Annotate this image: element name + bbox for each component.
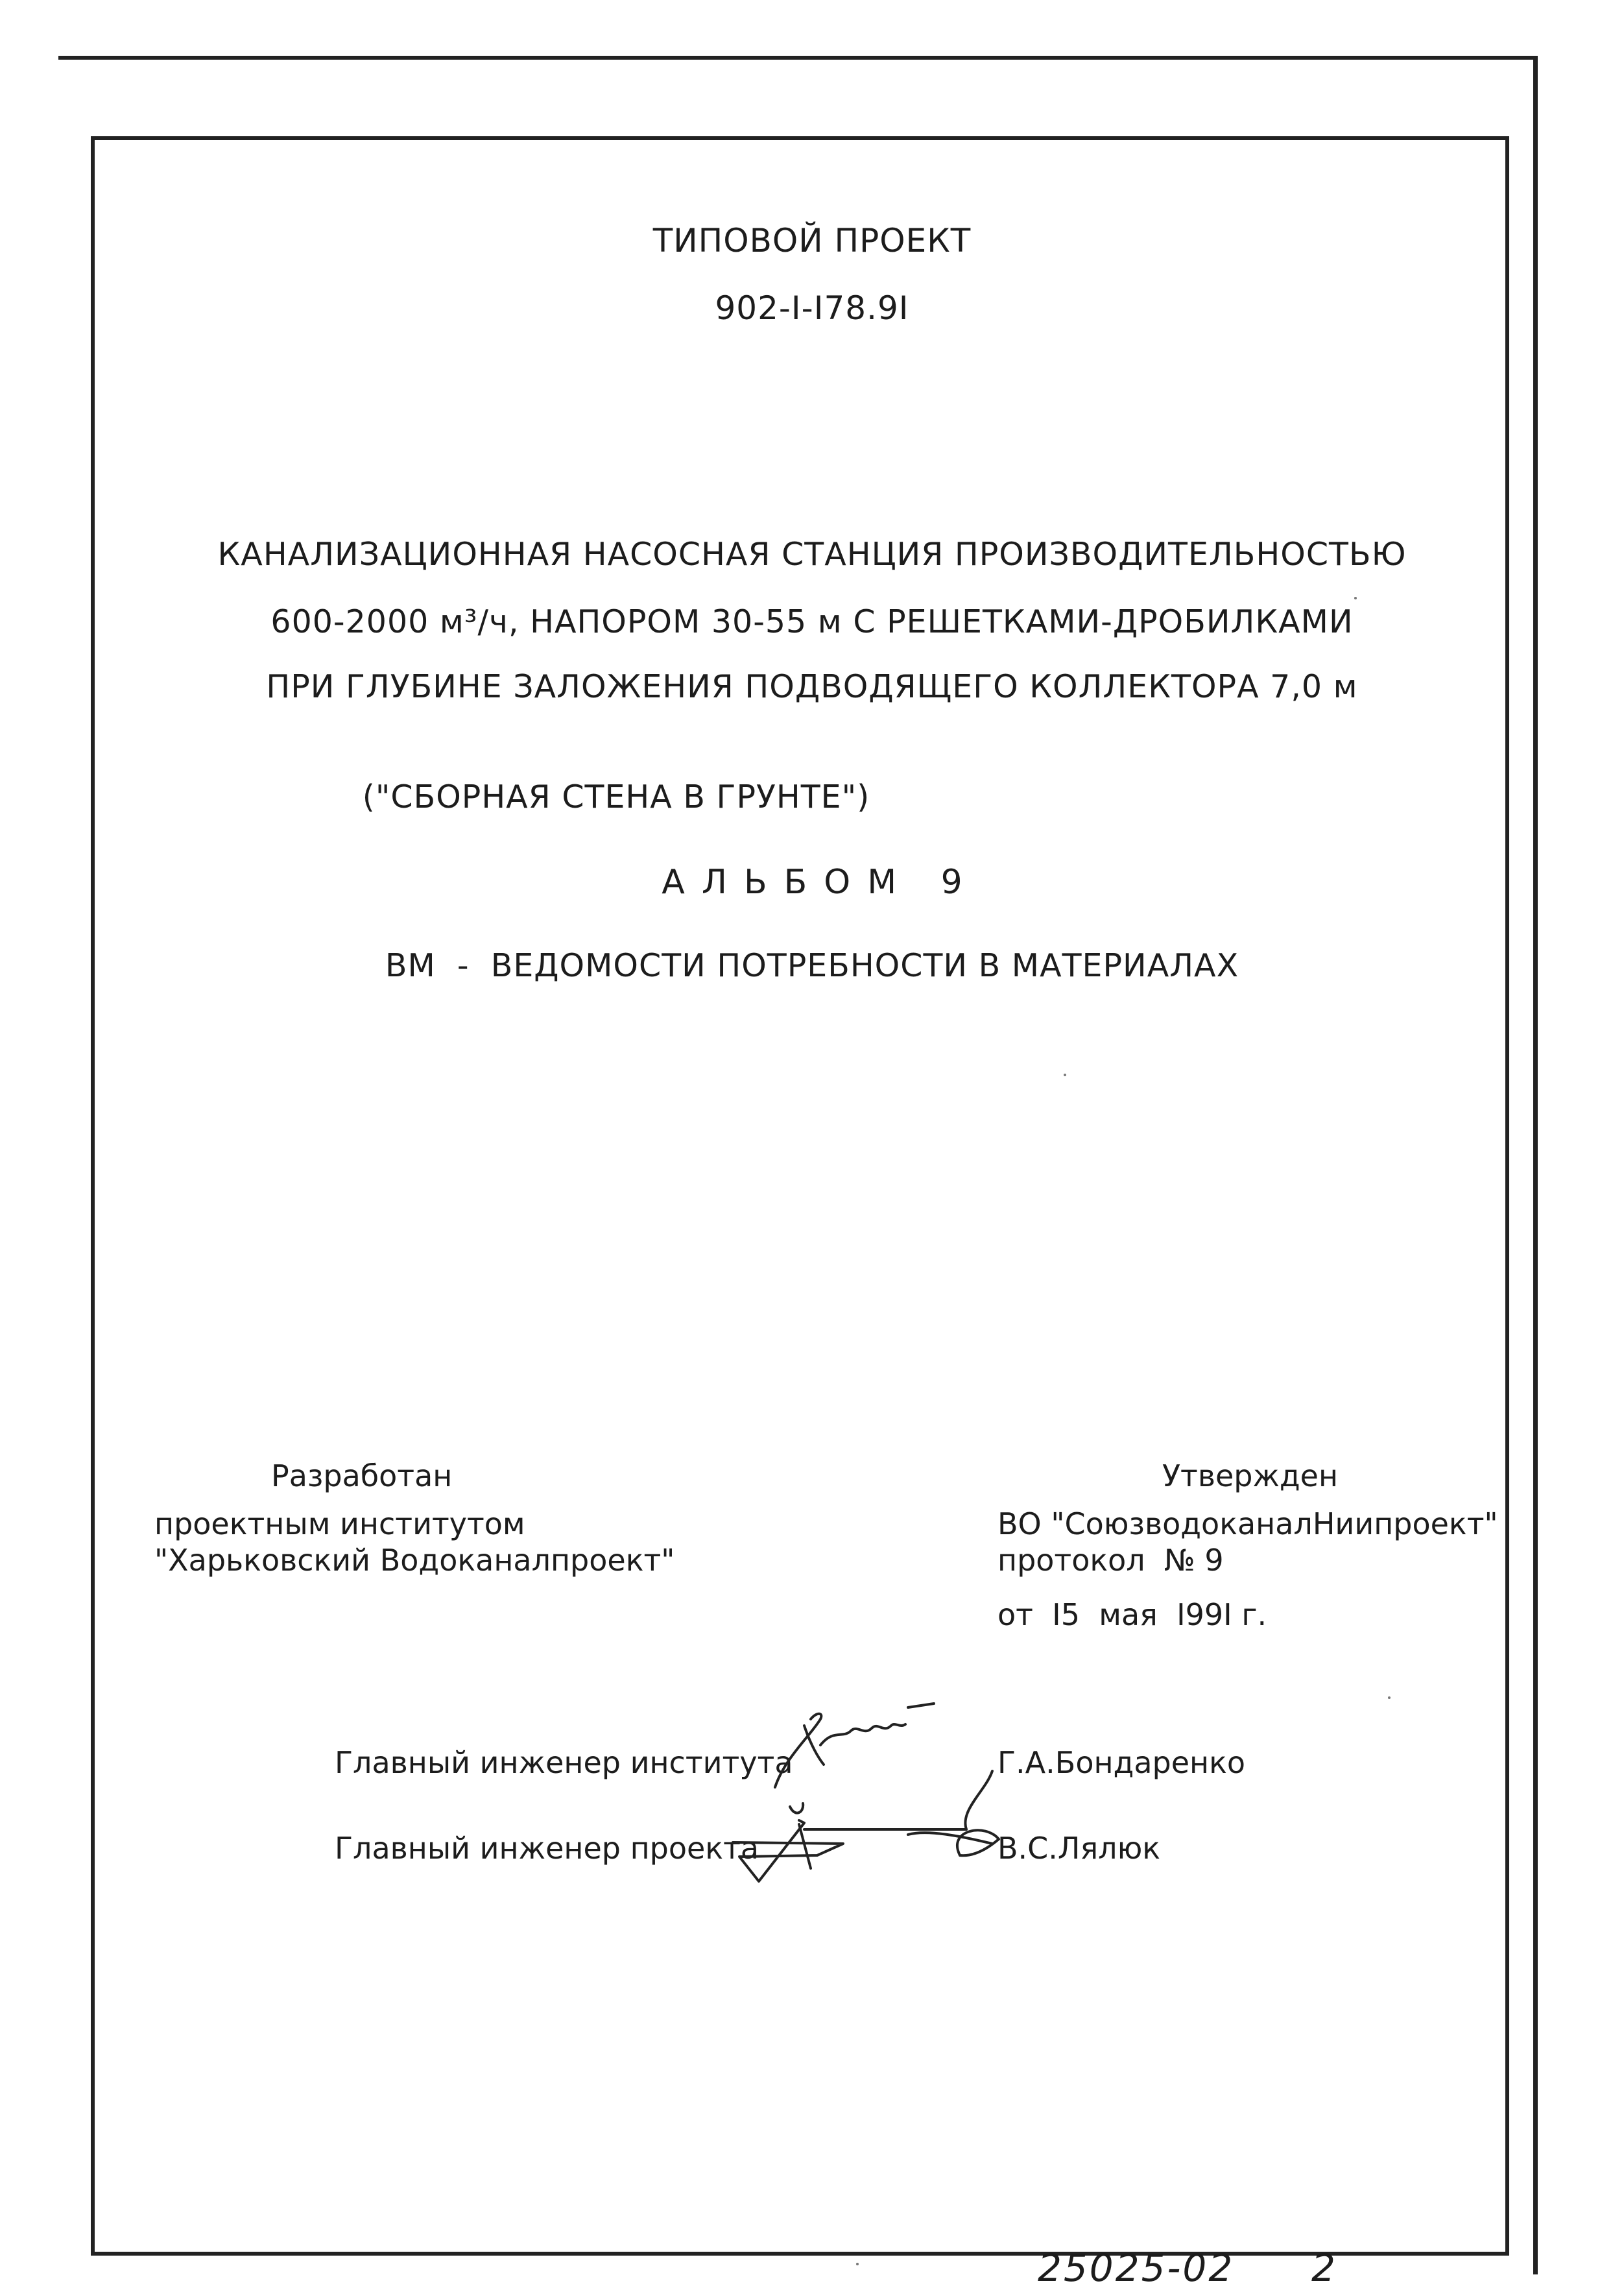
project-type: ТИПОВОЙ ПРОЕКТ [652,222,972,259]
signature-name-2: В.С.Лялюк [997,1831,1161,1866]
scan-speck [1064,1074,1066,1076]
approved-line-2: протокол № 9 [997,1543,1224,1578]
frame-outer-top [58,56,1537,60]
scan-speck [856,2263,859,2265]
title-subtitle: ("СБОРНАЯ СТЕНА В ГРУНТЕ") [362,778,870,815]
developed-line-1: проектным институтом [154,1506,525,1541]
project-number: 902-I-I78.9I [715,289,909,327]
frame-outer-right [1533,56,1538,2274]
album-label: АЛЬБОМ 9 [662,863,979,902]
approved-line-3: от I5 мая I99I г. [997,1597,1267,1632]
title-line-2: 600-2000 м³/ч, НАПОРОМ 30-55 м С РЕШЕТКАМИ-ДРОБИЛКАМИ [270,603,1354,640]
developed-line-2: "Харьковский Водоканалпроект" [154,1543,675,1578]
sheet-number: 2 [1311,2246,1337,2290]
handwritten-signatures [713,1674,1012,1894]
signature-name-1: Г.А.Бондаренко [997,1745,1246,1780]
signature-role-1: Главный инженер института [335,1745,793,1780]
approved-line-1: ВО "СоюзводоканалНиипроект" [997,1506,1498,1541]
scan-speck [1388,1696,1391,1699]
frame-inner [91,136,1509,2256]
scan-speck [1354,597,1357,599]
title-line-3: ПРИ ГЛУБИНЕ ЗАЛОЖЕНИЯ ПОДВОДЯЩЕГО КОЛЛЕКТОРА 7,0 м [266,668,1358,705]
album-description: ВМ - ВЕДОМОСТИ ПОТРЕБНОСТИ В МАТЕРИАЛАХ [385,947,1239,984]
developed-heading: Разработан [271,1458,453,1493]
approved-heading: Утвержден [1162,1458,1339,1493]
signature-role-2: Главный инженер проекта [335,1831,759,1866]
stamp-number: 25025-02 [1038,2246,1235,2290]
title-line-1: КАНАЛИЗАЦИОННАЯ НАСОСНАЯ СТАНЦИЯ ПРОИЗВОДИТЕЛЬНОСТЬЮ [217,536,1407,573]
